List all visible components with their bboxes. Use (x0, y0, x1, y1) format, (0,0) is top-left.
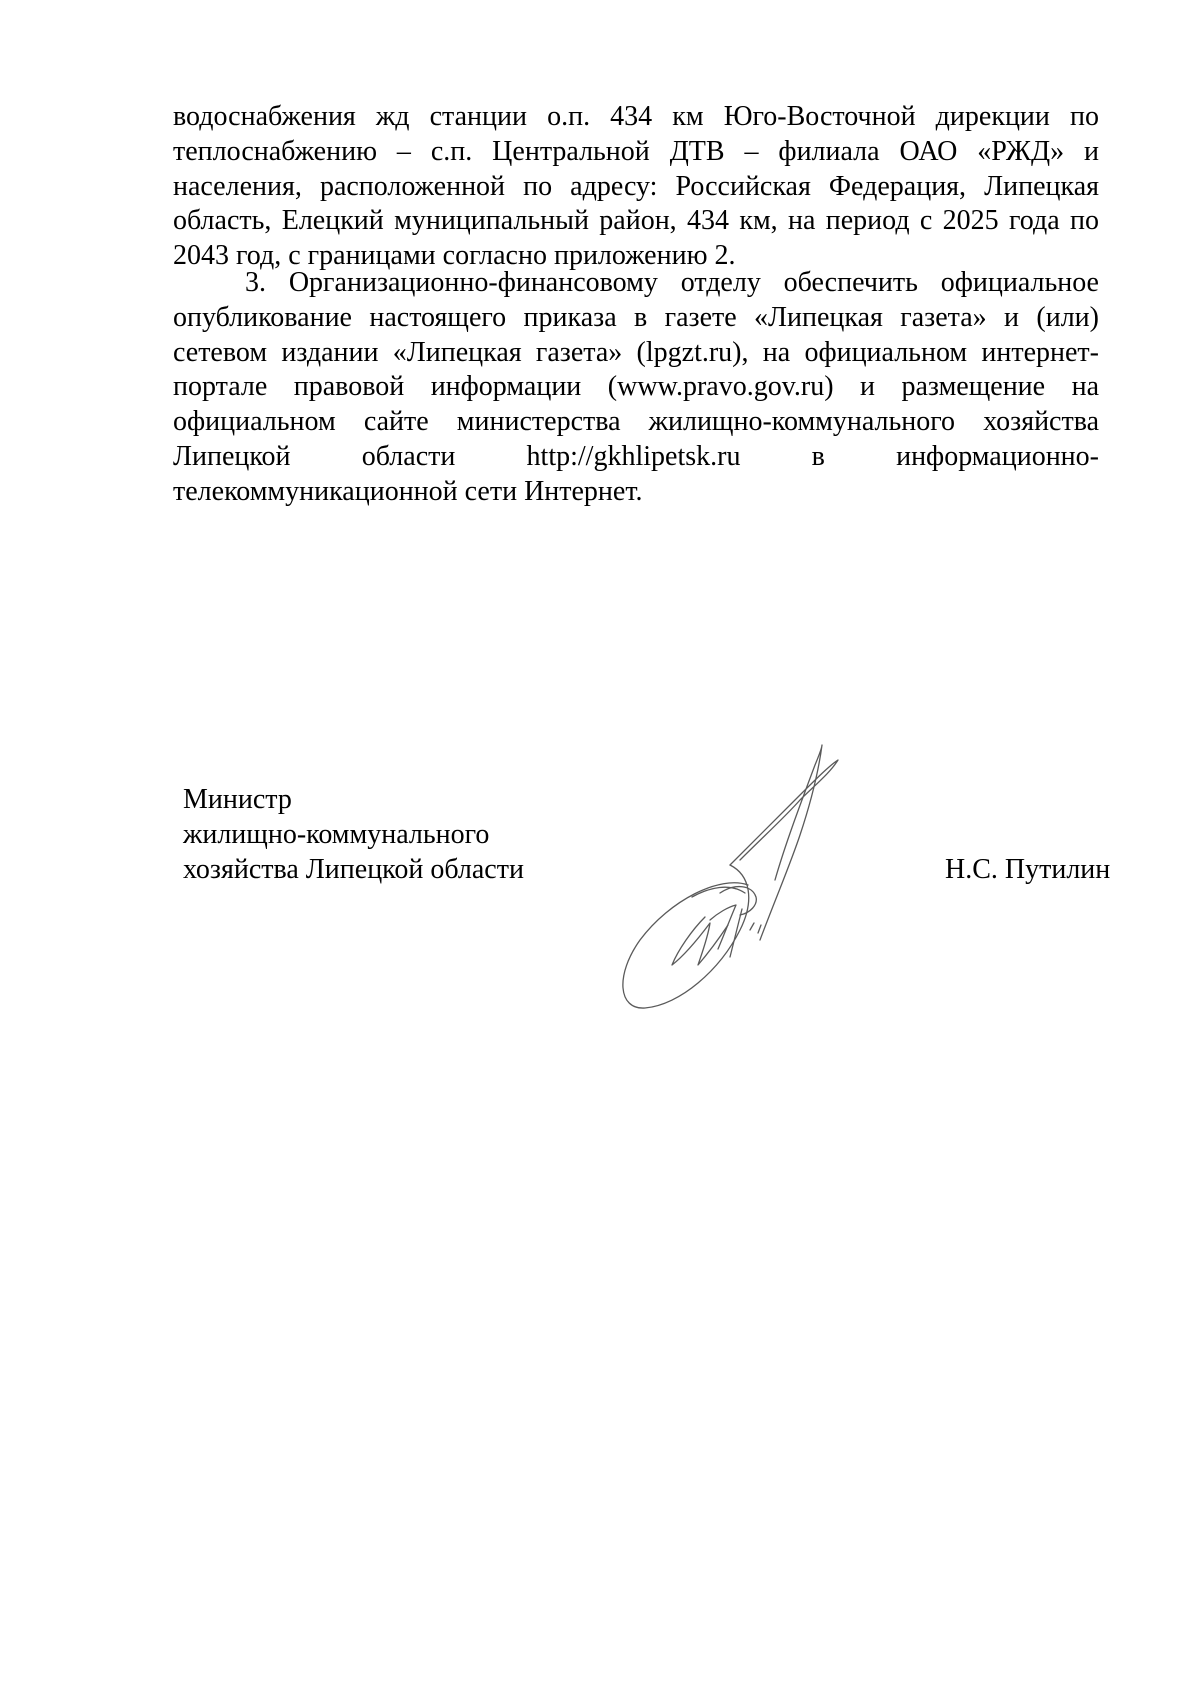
signatory-title-line-1: Министр (183, 784, 292, 815)
paragraph-continuation: водоснабжения жд станции о.п. 434 км Юго-Восточной дирекции по теплоснабжению – с.п. Центральной ДТВ – филиала ОАО «РЖД» и населения, расположенной по адресу: Российская Федерация, Липецкая область, Елецкий муниципальный район, 434 км, на период с 2025 года по 2043 год, с границами согласно приложению 2. (173, 101, 1099, 272)
handwritten-signature (600, 725, 880, 1015)
signatory-name: Н.С. Путилин (945, 854, 1111, 885)
signatory-title-line-3: хозяйства Липецкой области (183, 853, 524, 885)
signatory-title-line-2: жилищно-коммунального (183, 818, 490, 850)
paragraph-item-3: 3. Организационно-финансовому отделу обеспечить официальное опубликование настоящего приказа в газете «Липецкая газета» и (или) сетевом издании «Липецкая газета» (lpgzt.ru), на официальном интернет-портале правовой информации (www.pravo.gov.ru) и размещение на официальном сайте министерства жилищно-коммунального хозяйства Липецкой области http://gkhlipetsk.ru в информационно-телекоммуникационной сети Интернет. (173, 267, 1099, 507)
signatory-title (183, 783, 524, 887)
